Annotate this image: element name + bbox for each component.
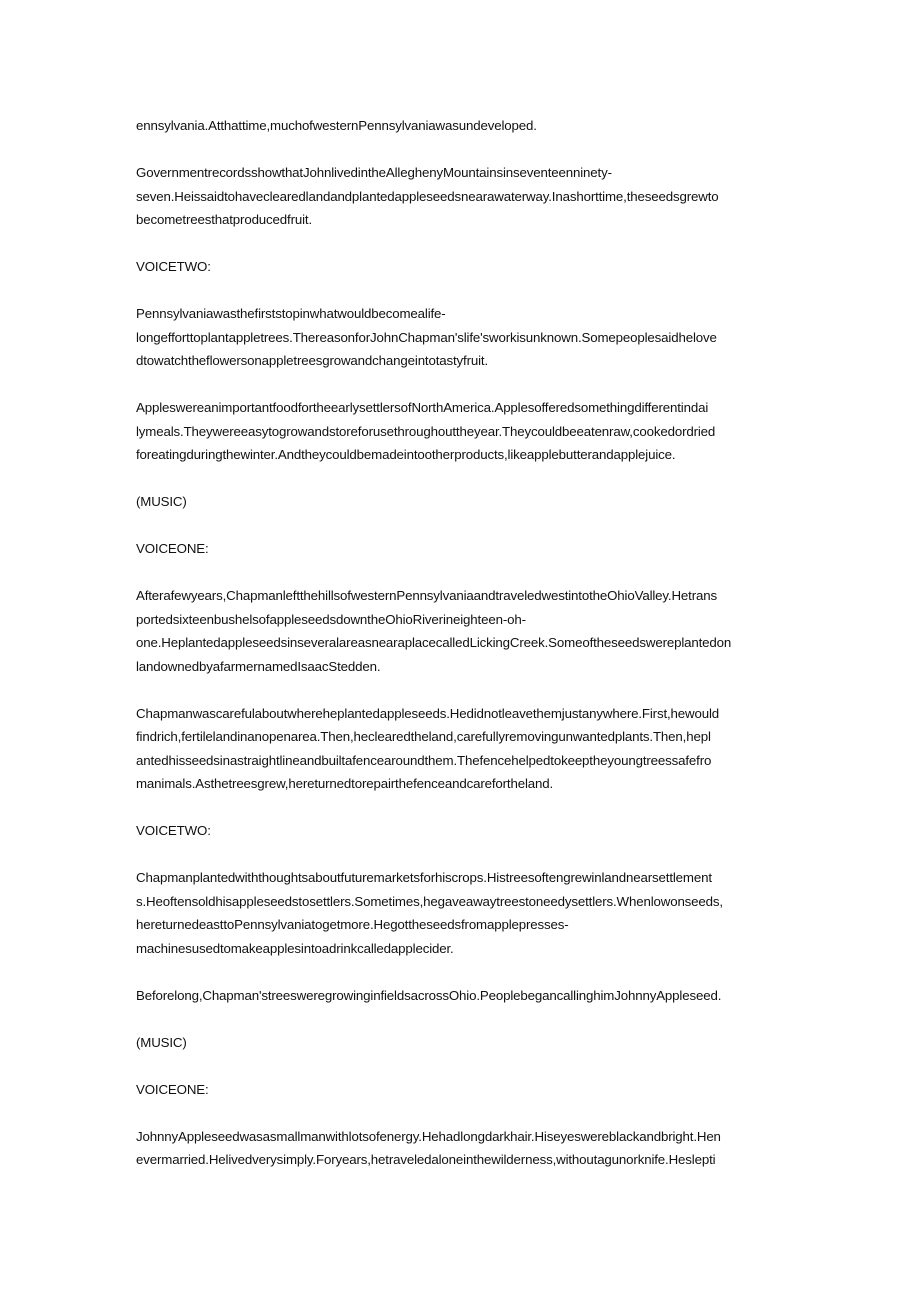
- paragraph: [136, 584, 786, 678]
- text-line: dtowatchtheflowersonappletreesgrowandchangeintotastyfruit.: [136, 353, 489, 368]
- speaker-label: [136, 1078, 786, 1102]
- text-line: JohnnyAppleseedwasasmallmanwithlotsofenergy.Hehadlongdarkhair.Hiseyeswereblackandbright.Hen: [136, 1128, 721, 1144]
- text-line: (MUSIC): [136, 494, 187, 509]
- text-line: AppleswereanimportantfoodfortheearlysettlersofNorthAmerica.Applesofferedsomethingdifferentindai: [136, 400, 709, 415]
- paragraph: [136, 1125, 786, 1172]
- paragraph: [136, 161, 786, 232]
- text-line: findrich,fertilelandinanopenarea.Then,heclearedtheland,carefullyremovingunwantedplants.Then,hepl: [136, 729, 711, 744]
- text-line: s.Heoftensoldhisappleseedstosettlers.Sometimes,hegaveawaytreestoneedysettlers.Whenlowonseeds,: [136, 893, 723, 909]
- text-line: foreatingduringthewinter.Andtheycouldbemadeintootherproducts,likeapplebutterandapplejuice.: [136, 447, 676, 462]
- paragraph: [136, 984, 786, 1008]
- text-line: ennsylvania.Atthattime,muchofwesternPennsylvaniawasundeveloped.: [136, 118, 537, 133]
- paragraph: [136, 302, 786, 373]
- text-line: VOICETWO:: [136, 259, 211, 274]
- text-line: longefforttoplantappletrees.ThereasonforJohnChapman'slife'sworkisunknown.Somepeoplesaidhelove: [136, 329, 717, 345]
- text-line: machinesusedtomakeapplesintoadrinkcalledapplecider.: [136, 940, 454, 956]
- paragraph: [136, 866, 786, 960]
- text-line: one.HeplantedappleseedsinseveralareasnearaplacecalledLickingCreek.Someoftheseedswereplantedon: [136, 635, 732, 650]
- text-line: portedsixteenbushelsofappleseedsdowntheOhioRiverineighteen-oh-: [136, 611, 526, 627]
- text-line: seven.Heissaidtohaveclearedlandandplantedappleseedsnearawaterway.Inashorttime,theseedsgrewto: [136, 188, 719, 204]
- text-line: becometreesthatproducedfruit.: [136, 212, 313, 227]
- text-line: (MUSIC): [136, 1034, 187, 1050]
- text-line: landownedbyafarmernamedIsaacStedden.: [136, 658, 381, 674]
- music-cue: [136, 490, 786, 514]
- text-line: Afterafewyears,ChapmanleftthehillsofwesternPennsylvaniaandtraveledwestintotheOhioValley.Hetrans: [136, 588, 717, 603]
- paragraph: [136, 114, 786, 138]
- music-cue: [136, 1031, 786, 1055]
- text-line: VOICEONE:: [136, 1081, 209, 1097]
- text-line: lymeals.Theywereeasytogrowandstoreforusethroughouttheyear.Theycouldbeeatenraw,cookedordried: [136, 423, 716, 439]
- text-line: GovernmentrecordsshowthatJohnlivedintheAlleghenyMountainsinseventeenninety-: [136, 165, 612, 180]
- text-line: Beforelong,Chapman'streesweregrowinginfieldsacrossOhio.PeoplebegancallinghimJohnnyAppleseed.: [136, 987, 722, 1003]
- text-line: Chapmanplantedwiththoughtsaboutfuturemarketsforhiscrops.Histreesoftengrewinlandnearsettlement: [136, 870, 712, 885]
- text-line: manimals.Asthetreesgrew,hereturnedtorepairthefenceandcarefortheland.: [136, 776, 554, 791]
- text-line: VOICEONE:: [136, 541, 209, 556]
- text-line: antedhisseedsinastraightlineandbuiltafencearoundthem.Thefencehelpedtokeeptheyoungtreessafefro: [136, 752, 712, 768]
- text-line: VOICETWO:: [136, 823, 211, 838]
- text-line: evermarried.Helivedverysimply.Foryears,hetraveledaloneinthewilderness,withoutagunorknife.Heslepti: [136, 1152, 716, 1167]
- paragraph: [136, 702, 786, 796]
- text-line: Pennsylvaniawasthefirststopinwhatwouldbecomealife-: [136, 306, 446, 321]
- speaker-label: [136, 255, 786, 279]
- document-body: [136, 114, 786, 1195]
- speaker-label: [136, 819, 786, 843]
- text-line: hereturnedeasttoPennsylvaniatogetmore.Hegottheseedsfromapplepresses-: [136, 917, 569, 932]
- speaker-label: [136, 537, 786, 561]
- text-line: Chapmanwascarefulaboutwhereheplantedappleseeds.Hedidnotleavethemjustanywhere.First,hewould: [136, 705, 720, 721]
- paragraph: [136, 396, 786, 467]
